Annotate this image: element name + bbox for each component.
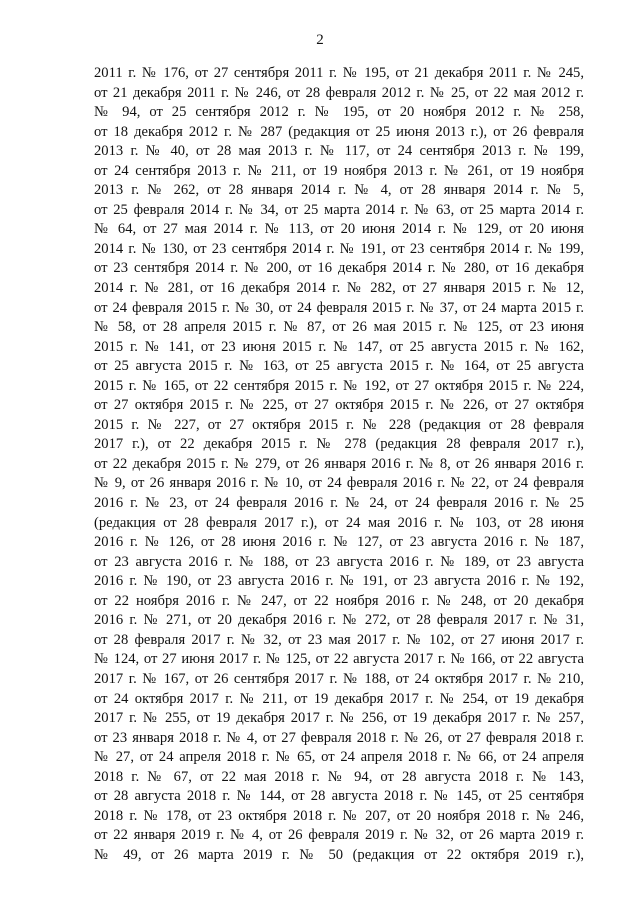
text-line: 2013 г. № 40, от 28 мая 2013 г. № 117, от 24 сентября 2013 г. № 199,	[94, 143, 584, 160]
text-line: от 23 августа 2016 г. № 188, от 23 августа 2016 г. № 189, от 23 августа	[94, 553, 584, 570]
text-line: 2016 г. № 23, от 24 февраля 2016 г. № 24, от 24 февраля 2016 г. № 25	[94, 495, 584, 512]
text-line: 2016 г. № 126, от 28 июня 2016 г. № 127, от 23 августа 2016 г. № 187,	[94, 534, 584, 551]
text-line: от 27 октября 2015 г. № 225, от 27 октября 2015 г. № 226, от 27 октября	[94, 397, 584, 414]
document-body	[94, 64, 584, 865]
text-line: 2017 г. № 255, от 19 декабря 2017 г. № 256, от 19 декабря 2017 г. № 257,	[94, 710, 584, 727]
text-line: № 94, от 25 сентября 2012 г. № 195, от 20 ноября 2012 г. № 258,	[94, 104, 584, 121]
text-line: от 25 августа 2015 г. № 163, от 25 августа 2015 г. № 164, от 25 августа	[94, 358, 584, 375]
text-line: от 24 февраля 2015 г. № 30, от 24 февраля 2015 г. № 37, от 24 марта 2015 г.	[94, 299, 584, 316]
text-line: 2015 г. № 165, от 22 сентября 2015 г. № 192, от 27 октября 2015 г. № 224,	[94, 377, 584, 394]
text-line: от 28 августа 2018 г. № 144, от 28 августа 2018 г. № 145, от 25 сентября	[94, 788, 584, 805]
text-line: № 124, от 27 июня 2017 г. № 125, от 22 августа 2017 г. № 166, от 22 августа	[94, 651, 584, 668]
text-line: № 64, от 27 мая 2014 г. № 113, от 20 июня 2014 г. № 129, от 20 июня	[94, 221, 584, 238]
text-line: 2014 г. № 130, от 23 сентября 2014 г. № 191, от 23 сентября 2014 г. № 199,	[94, 240, 584, 257]
text-line: 2015 г. № 227, от 27 октября 2015 г. № 228 (редакция от 28 февраля	[94, 416, 584, 433]
text-line: 2016 г. № 190, от 23 августа 2016 г. № 191, от 23 августа 2016 г. № 192,	[94, 573, 584, 590]
text-line: № 27, от 24 апреля 2018 г. № 65, от 24 апреля 2018 г. № 66, от 24 апреля	[94, 749, 584, 766]
text-line: 2014 г. № 281, от 16 декабря 2014 г. № 282, от 27 января 2015 г. № 12,	[94, 280, 584, 297]
page-number: 2	[316, 32, 324, 48]
text-line: от 23 сентября 2014 г. № 200, от 16 декабря 2014 г. № 280, от 16 декабря	[94, 260, 584, 277]
text-line: от 22 ноября 2016 г. № 247, от 22 ноября 2016 г. № 248, от 20 декабря	[94, 592, 584, 609]
text-line: № 49, от 26 марта 2019 г. № 50 (редакция от 22 октября 2019 г.),	[94, 846, 584, 863]
text-line: 2017 г. № 167, от 26 сентября 2017 г. № 188, от 24 октября 2017 г. № 210,	[94, 670, 584, 687]
text-line: 2016 г. № 271, от 20 декабря 2016 г. № 272, от 28 февраля 2017 г. № 31,	[94, 612, 584, 629]
text-line: от 18 декабря 2012 г. № 287 (редакция от 25 июня 2013 г.), от 26 февраля	[94, 123, 584, 140]
text-line: 2013 г. № 262, от 28 января 2014 г. № 4, от 28 января 2014 г. № 5,	[94, 182, 584, 199]
text-line: от 23 января 2018 г. № 4, от 27 февраля 2018 г. № 26, от 27 февраля 2018 г.	[94, 729, 584, 746]
text-line: 2018 г. № 178, от 23 октября 2018 г. № 207, от 20 ноября 2018 г. № 246,	[94, 807, 584, 824]
text-line: № 58, от 28 апреля 2015 г. № 87, от 26 мая 2015 г. № 125, от 23 июня	[94, 319, 584, 336]
text-line: 2017 г.), от 22 декабря 2015 г. № 278 (редакция 28 февраля 2017 г.),	[94, 436, 584, 453]
text-line: от 22 января 2019 г. № 4, от 26 февраля 2019 г. № 32, от 26 марта 2019 г.	[94, 827, 584, 844]
text-line: от 24 сентября 2013 г. № 211, от 19 ноября 2013 г. № 261, от 19 ноября	[94, 162, 584, 179]
text-line: от 24 октября 2017 г. № 211, от 19 декабря 2017 г. № 254, от 19 декабря	[94, 690, 584, 707]
text-line: 2015 г. № 141, от 23 июня 2015 г. № 147, от 25 августа 2015 г. № 162,	[94, 338, 584, 355]
text-line: от 21 декабря 2011 г. № 246, от 28 февраля 2012 г. № 25, от 22 мая 2012 г.	[94, 84, 584, 101]
text-line: 2011 г. № 176, от 27 сентября 2011 г. № 195, от 21 декабря 2011 г. № 245,	[94, 65, 584, 81]
text-line: от 25 февраля 2014 г. № 34, от 25 марта 2014 г. № 63, от 25 марта 2014 г.	[94, 201, 584, 218]
text-line: (редакция от 28 февраля 2017 г.), от 24 мая 2016 г. № 103, от 28 июня	[94, 514, 584, 531]
text-line: от 28 февраля 2017 г. № 32, от 23 мая 2017 г. № 102, от 27 июня 2017 г.	[94, 631, 584, 648]
text-line: от 22 декабря 2015 г. № 279, от 26 января 2016 г. № 8, от 26 января 2016 г.	[94, 455, 584, 472]
text-line: 2018 г. № 67, от 22 мая 2018 г. № 94, от 28 августа 2018 г. № 143,	[94, 768, 584, 785]
text-line: № 9, от 26 января 2016 г. № 10, от 24 февраля 2016 г. № 22, от 24 февраля	[94, 475, 584, 492]
